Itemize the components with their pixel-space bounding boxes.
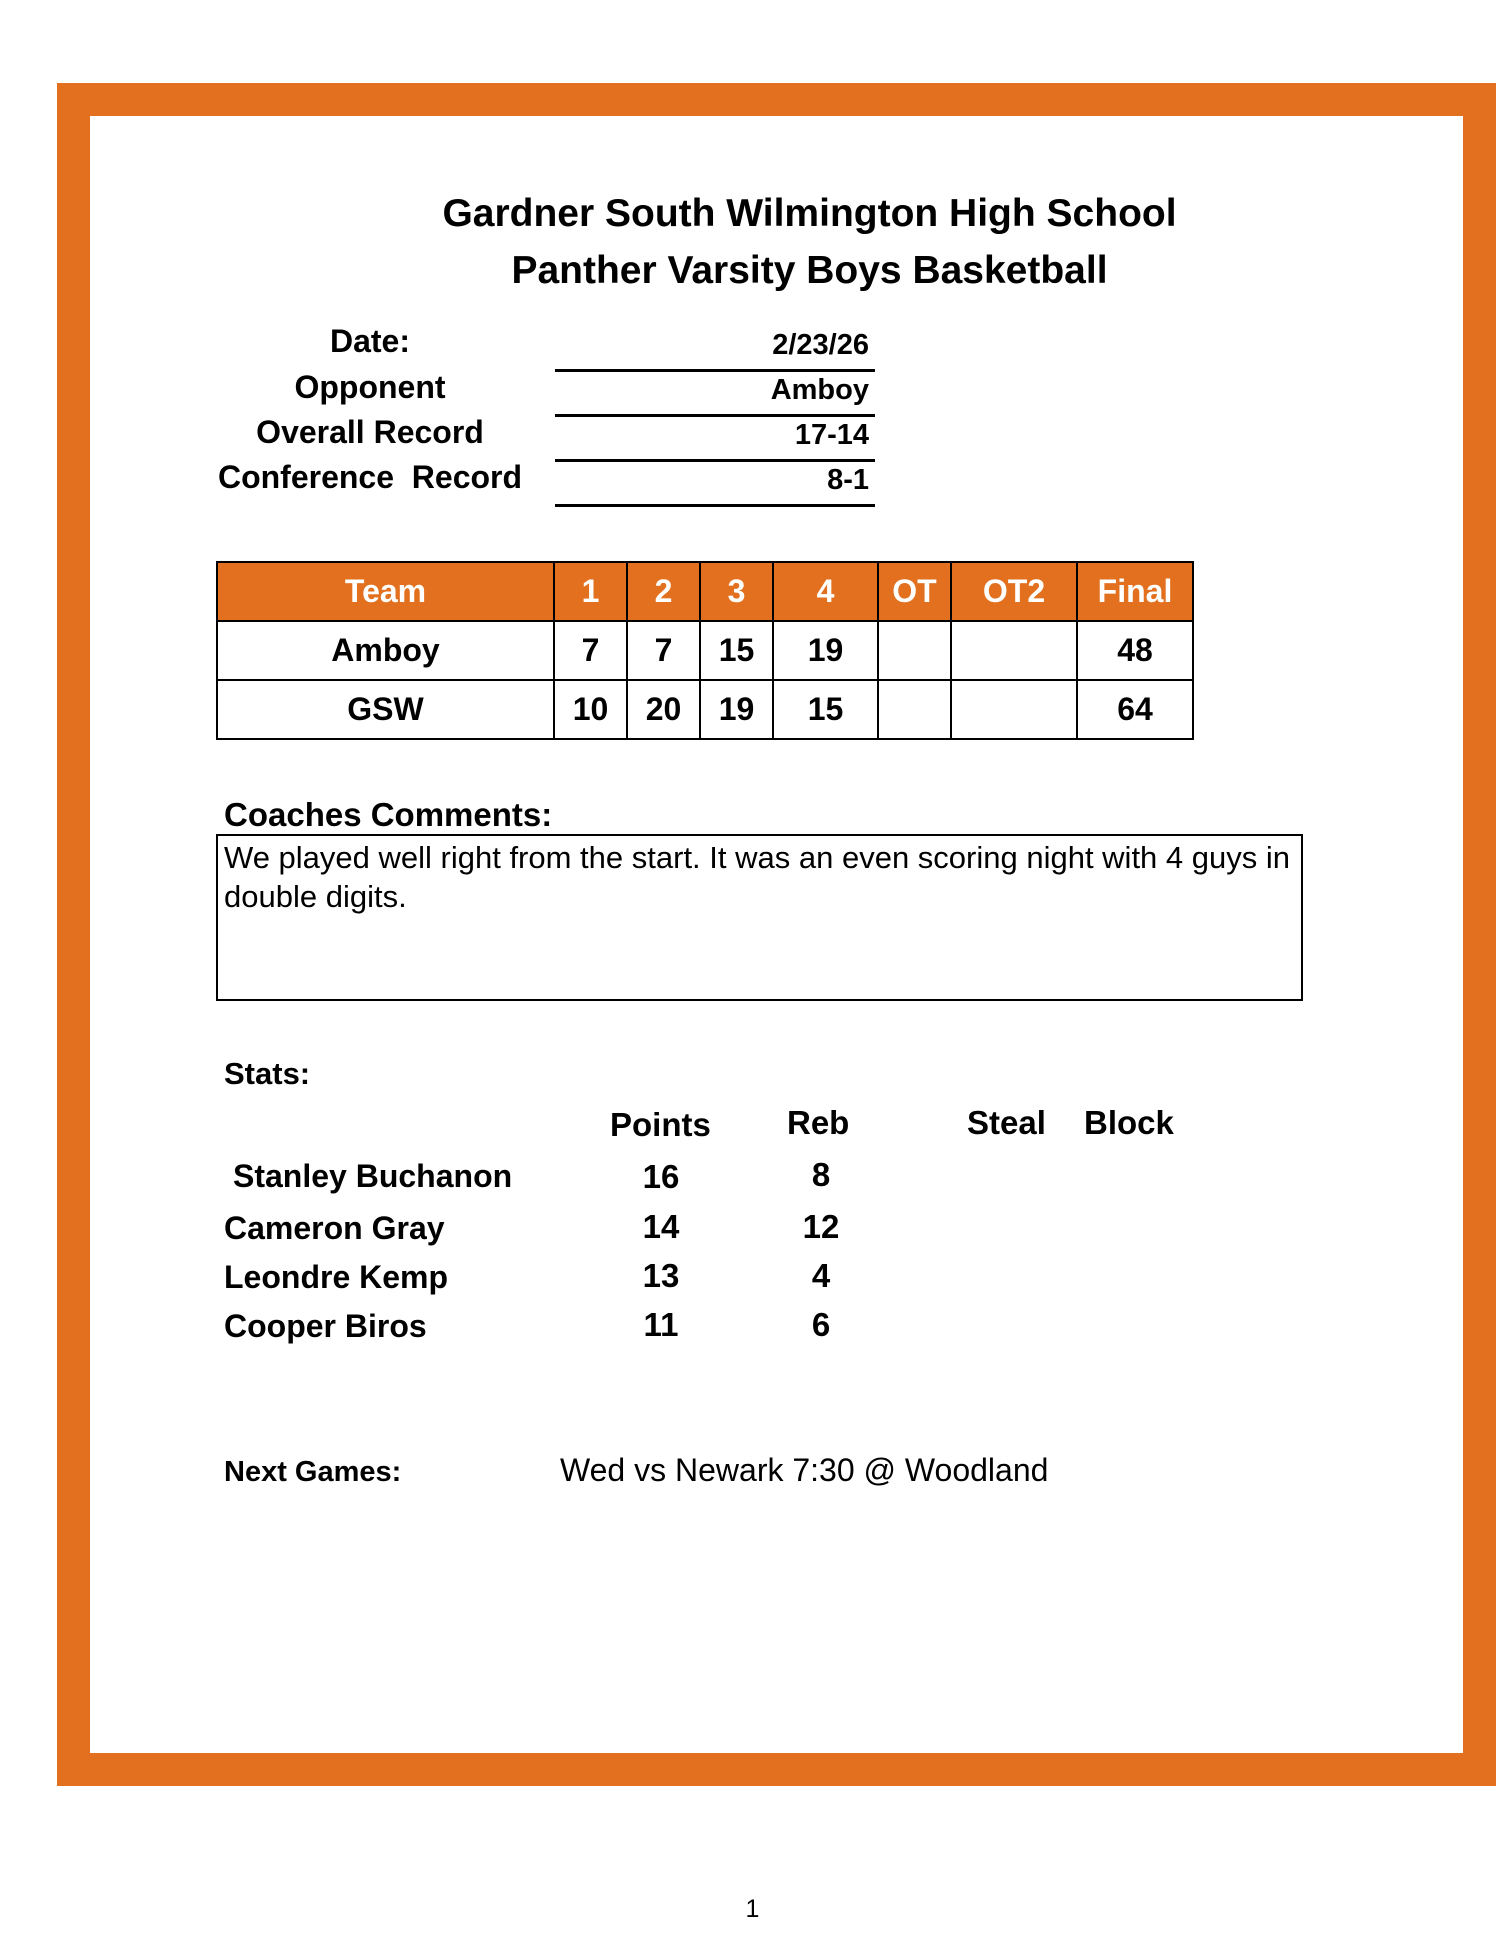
- stats-header-reb: Reb: [787, 1104, 850, 1141]
- next-games-value: Wed vs Newark 7:30 @ Woodland: [560, 1452, 1049, 1488]
- score-cell: 15: [700, 621, 773, 680]
- date-value: 2/23/26: [772, 329, 869, 361]
- player-name: Cooper Biros: [224, 1308, 427, 1344]
- stats-header-points: Points: [610, 1106, 711, 1143]
- player-rebounds: 12: [802, 1208, 840, 1245]
- overall-record-label: Overall Record: [256, 414, 484, 450]
- header-ot2: OT2: [951, 562, 1077, 621]
- stats-header-block: Block: [1084, 1104, 1174, 1141]
- score-cell: 19: [773, 621, 878, 680]
- player-points: 14: [642, 1208, 680, 1245]
- conference-record-underline: [555, 504, 875, 507]
- school-title: Gardner South Wilmington High School: [442, 192, 1177, 235]
- header-final: Final: [1077, 562, 1193, 621]
- comments-text: We played well right from the start. It was an even scoring night with 4 guys in double digits.: [216, 834, 1303, 1001]
- conference-record-value: 8-1: [827, 464, 869, 496]
- score-cell: [951, 621, 1077, 680]
- header-ot: OT: [878, 562, 951, 621]
- stats-header-steal: Steal: [967, 1104, 1046, 1141]
- score-cell: 7: [554, 621, 627, 680]
- final-score-cell: 48: [1077, 621, 1193, 680]
- conference-record-label: Conference Record: [217, 459, 523, 495]
- date-label: Date:: [329, 323, 410, 359]
- team-title: Panther Varsity Boys Basketball: [511, 249, 1108, 292]
- scoreboard-header-row: [217, 562, 1193, 621]
- team-name-cell: GSW: [217, 680, 554, 739]
- comments-label: Coaches Comments:: [224, 796, 553, 833]
- overall-record-value: 17-14: [794, 419, 869, 451]
- score-cell: 20: [627, 680, 700, 739]
- player-points: 11: [643, 1306, 679, 1343]
- page-number: 1: [745, 1895, 760, 1923]
- score-cell: 7: [627, 621, 700, 680]
- score-cell: [878, 680, 951, 739]
- player-name: Leondre Kemp: [224, 1259, 449, 1295]
- player-name: Stanley Buchanon: [233, 1158, 513, 1194]
- header-q3: 3: [700, 562, 773, 621]
- score-cell: 19: [700, 680, 773, 739]
- header-team: Team: [217, 562, 554, 621]
- score-cell: 10: [554, 680, 627, 739]
- score-cell: 15: [773, 680, 878, 739]
- player-points: 16: [642, 1158, 680, 1195]
- next-games-label: Next Games:: [224, 1456, 402, 1488]
- team-name-cell: Amboy: [217, 621, 554, 680]
- header-q2: 2: [627, 562, 700, 621]
- player-points: 13: [642, 1257, 680, 1294]
- player-rebounds: 6: [811, 1306, 831, 1343]
- opponent-value: Amboy: [770, 374, 869, 406]
- scoreboard-table: [216, 561, 1194, 740]
- stats-label: Stats:: [224, 1056, 311, 1091]
- header-q1: 1: [554, 562, 627, 621]
- score-cell: [951, 680, 1077, 739]
- opponent-label: Opponent: [294, 369, 446, 405]
- header-q4: 4: [773, 562, 878, 621]
- final-score-cell: 64: [1077, 680, 1193, 739]
- table-row: [217, 621, 1193, 680]
- orange-page-frame: [57, 83, 1496, 1786]
- player-name: Cameron Gray: [224, 1210, 445, 1246]
- table-row: [217, 680, 1193, 739]
- player-rebounds: 4: [811, 1257, 831, 1294]
- score-cell: [878, 621, 951, 680]
- player-rebounds: 8: [811, 1156, 831, 1193]
